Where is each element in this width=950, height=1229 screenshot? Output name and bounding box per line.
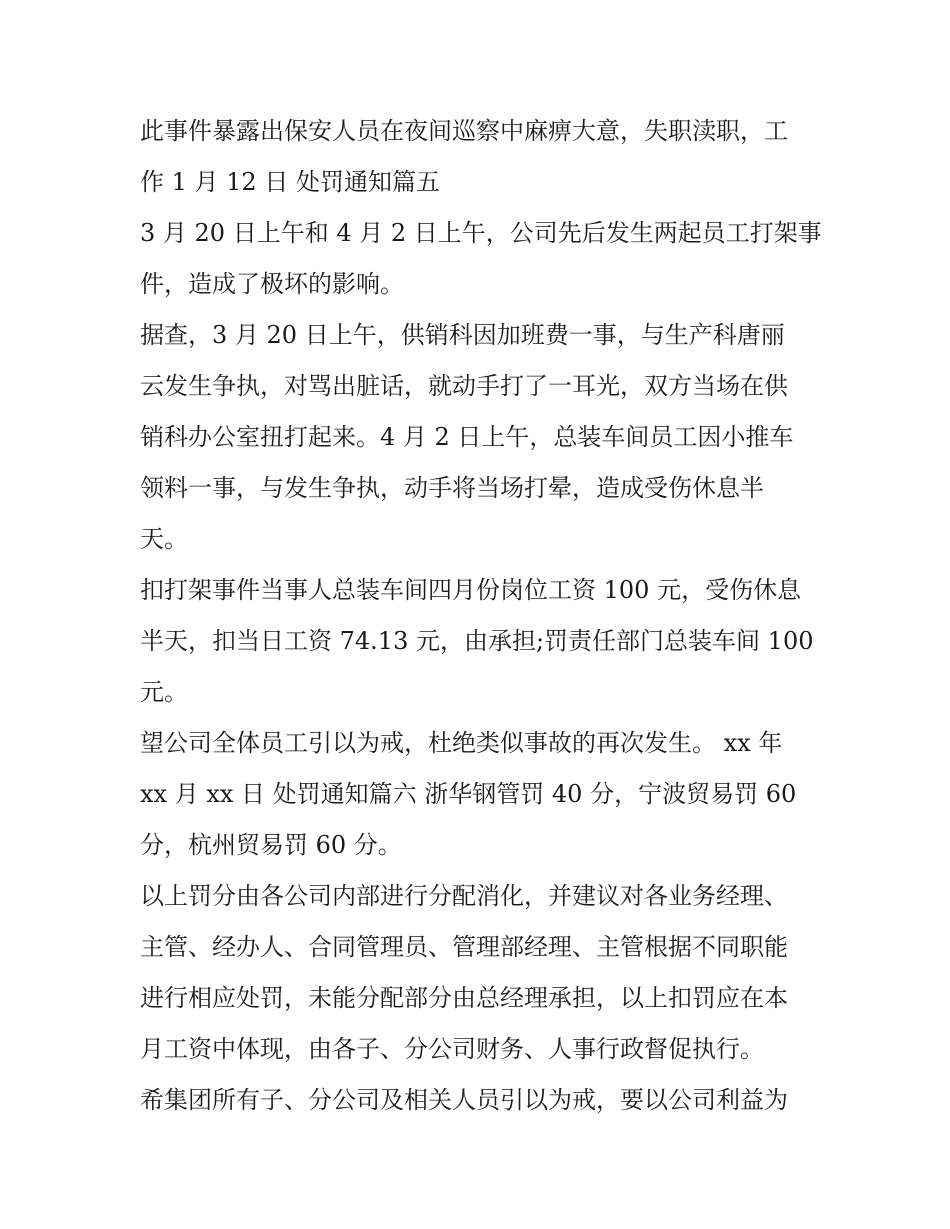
text-line-2: 作 1 月 12 日 处罚通知篇五 [140,168,440,196]
text-line-4: 件，造成了极坏的影响。 [140,270,404,298]
text-line-14: xx 月 xx 日 处罚通知篇六 浙华钢管罚 40 分，宁波贸易罚 60 [140,780,797,808]
text-line-6: 云发生争执，对骂出脏话，就动手打了一耳光，双方当场在供 [140,372,788,400]
text-line-15: 分，杭州贸易罚 60 分。 [140,831,402,859]
text-line-20: 希集团所有子、分公司及相关人员引以为戒，要以公司利益为 [140,1086,788,1114]
text-line-18: 进行相应处罚，未能分配部分由总经理承担，以上扣罚应在本 [140,984,788,1012]
text-line-3: 3 月 20 日上午和 4 月 2 日上午，公司先后发生两起员工打架事 [140,219,822,247]
text-line-19: 月工资中体现，由各子、分公司财务、人事行政督促执行。 [140,1035,764,1063]
text-line-5: 据查，3 月 20 日上午，供销科因加班费一事，与生产科唐丽 [140,321,785,349]
text-line-1: 此事件暴露出保安人员在夜间巡察中麻痹大意，失职渎职，工 [140,117,788,145]
text-line-10: 扣打架事件当事人总装车间四月份岗位工资 100 元，受伤休息 [140,576,802,604]
text-line-7: 销科办公室扭打起来。4 月 2 日上午，总装车间员工因小推车 [140,423,794,451]
text-line-12: 元。 [140,678,188,706]
text-line-17: 主管、经办人、合同管理员、管理部经理、主管根据不同职能 [140,933,788,961]
text-line-13: 望公司全体员工引以为戒，杜绝类似事故的再次发生。 xx 年 [140,729,783,757]
text-line-16: 以上罚分由各公司内部进行分配消化，并建议对各业务经理、 [140,882,788,910]
text-line-9: 天。 [140,525,188,553]
text-line-8: 领料一事，与发生争执，动手将当场打晕，造成受伤休息半 [140,474,764,502]
text-line-11: 半天，扣当日工资 74.13 元，由承担;罚责任部门总装车间 100 [140,627,814,655]
document-body [140,106,820,1126]
